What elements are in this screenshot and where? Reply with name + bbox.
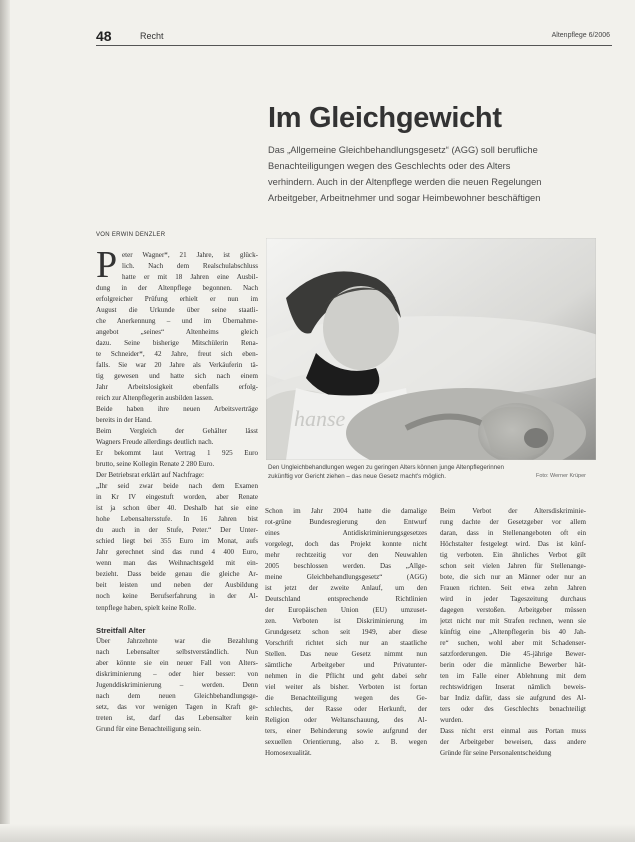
text-line: eines Antidiskriminierungsgesetzes (265, 529, 427, 538)
text-line: berin oder die männliche Bewerber hät- (440, 661, 586, 670)
text-line: satzforderungen. Die 45-jährige Bewer- (440, 650, 586, 659)
text-line: Gründe für seine Personalentscheidung (440, 749, 552, 758)
photo-caption (268, 464, 600, 481)
text-line: dagegen verstoßen. Arbeitgeber müssen (440, 606, 586, 615)
text-line: 2005 beschlossen werden. Das „Allge- (265, 562, 427, 571)
text-line: Stellen. Das neue Gesetz nimmt nun (265, 650, 427, 659)
text-column-3 (440, 506, 586, 759)
text-line: lich. Nach dem Realschulabschluss (122, 262, 258, 271)
text-line: rot-grüne Bundesregierung den Entwurf (265, 518, 427, 527)
byline: VON ERWIN DENZLER (96, 232, 166, 238)
text-column-2 (265, 506, 427, 759)
text-line: wird in jeder Tageszeitung durchaus (440, 595, 586, 604)
text-line: bote, die sich nur an Männer oder nur an (440, 573, 586, 582)
caption-line: Den Ungleichbehandlungen wegen zu geringen Alters können junge Altenpflegerinnen (268, 464, 504, 471)
scan-edge-shadow (0, 0, 10, 842)
svg-text:hanse: hanse (294, 406, 346, 431)
text-line: Beim Vergleich der Gehälter lässt (96, 427, 258, 436)
text-line: tenpflege haben, spielt keine Rolle. (96, 603, 197, 612)
text-line: bar Indiz dafür, dass sie aufgrund des Al- (440, 694, 586, 703)
text-line: brutto, seine Kollegin Renate 2 280 Euro. (96, 460, 215, 469)
text-line: zen. Verboten ist Diskriminierung im (265, 617, 427, 626)
text-line: diskriminierung – oder hier besser: von (96, 669, 258, 678)
text-line: in Kr IV eingestuft worden, aber Renate (96, 493, 258, 502)
text-line: Wagners Freude allerdings deutlich nach. (96, 438, 214, 447)
page-header (96, 28, 616, 44)
text-line: Beim Verbot der Altersdiskriminie- (440, 507, 586, 515)
text-line: eter Wagner*, 21 Jahre, ist glück- (122, 251, 258, 259)
text-line: Höchstalter festgelegt wird. Das ist künf- (440, 540, 586, 549)
text-line: Deutschland entsprechende Richtlinien (265, 595, 427, 604)
text-line: schied liegt bei 355 Euro im Monat, aufs (96, 537, 258, 546)
header-divider (96, 45, 612, 46)
text-line: schon seit vielen Jahren für Stellenange- (440, 562, 586, 571)
lead-line: Benachteiligungen wegen des Geschlechts oder des Alters (268, 161, 511, 171)
text-line: mehr rechtzeitig vor den Neuwahlen (265, 551, 427, 560)
photo-caregiver-with-elderly-man (266, 238, 596, 460)
text-line: ist ja schon über 40. Deshalb hat sie eine (96, 504, 258, 513)
text-line: ters oder des Geschlechts benachteiligt (440, 705, 586, 714)
text-line: tig gewesen und hatte sich nach einem (96, 372, 258, 381)
text-line: der Europäischen Union (EU) umzuset- (265, 606, 427, 615)
text-line: daran, dass in Stellenangeboten oft ein (440, 529, 586, 538)
text-line: nehmen in die Pflicht und geht dabei sehr (265, 672, 427, 681)
lead-line: verhindern. Auch in der Altenpflege werden die neuen Regelungen (268, 177, 542, 187)
text-line: Jahr gerechnet sind das rund 4 400 Euro, (96, 548, 258, 557)
lead-line: Das „Allgemeine Gleichbehandlungsgesetz“ (AGG) soll berufliche (268, 145, 538, 155)
text-line: Er bekommt laut Vertrag 1 925 Euro (96, 449, 258, 458)
text-line: Jugenddiskriminierung – werden. Denn (96, 680, 258, 689)
text-line: Vorschrift richtet sich nur an staatliche (265, 639, 427, 648)
text-line: sämtliche Arbeitgeber und Privatunter- (265, 661, 427, 670)
article-lead (268, 142, 608, 206)
text-line: nach dem neuen Gleichbehandlungsge- (96, 691, 258, 700)
text-line: te Schneider*, 42 Jahre, freut sich eben- (96, 350, 258, 359)
text-line: wurden. (440, 716, 464, 725)
text-line: che Anerkennung – und im Übernahme- (96, 317, 258, 326)
text-line: bezieht. Dass beide genau die gleiche Ar- (96, 570, 258, 579)
text-column-1 (96, 250, 258, 735)
text-line: re“ suchen, wohl aber mit Schadenser- (440, 639, 586, 648)
text-line: Beide haben ihre neuen Arbeitsverträge (96, 405, 258, 414)
text-line: Der Betriebsrat erklärt auf Nachfrage: (96, 471, 204, 480)
text-line: nach Lebensalter selbstverständlich. Nun (96, 647, 258, 656)
text-line: rechtswidrigen Inserat nämlich beweis- (440, 683, 586, 692)
caption-line: zukünftig vor Gericht ziehen – das neue Gesetz macht's möglich. (268, 472, 446, 480)
text-line: „Ihr seid zwar beide nach dem Examen (96, 482, 258, 491)
text-line: künftig eine „Altenpflegerin bis 40 Jah- (440, 628, 586, 637)
text-line: August die Urkunde über seine staatli- (96, 306, 258, 315)
text-line: bereits in der Hand. (96, 416, 152, 425)
text-line: angebot „seines“ Altenheims gleich (96, 328, 258, 337)
text-line: falls. Sie war 20 Jahre als Verkäuferin tä- (96, 361, 258, 370)
text-line: wenn man das Weihnachtsgeld mit ein- (96, 559, 258, 568)
drop-cap: P (96, 244, 118, 286)
text-line: setz, das vor wenigen Tagen in Kraft ge- (96, 702, 258, 711)
text-line: tig verboten. Ein ähnliches Verbot gilt (440, 551, 586, 560)
text-line: schlechts, der Rasse oder Herkunft, der (265, 705, 427, 714)
text-line: ist jetzt der zweite Anlauf, um den (265, 584, 427, 593)
text-line: ten im Falle einer Ablehnung mit dem (440, 672, 586, 681)
text-line: erfolgreicher Prüfung erhielt er nun im (96, 295, 258, 304)
text-line: reich zur Altenpflegerin ausbilden lassen. (96, 394, 214, 403)
text-line: rung dachte der Gesetzgeber vor allem (440, 518, 586, 527)
text-line (96, 614, 258, 625)
text-line: Religion oder Weltanschauung, des Al- (265, 716, 427, 725)
issue-label: Altenpflege 6/2006 (551, 32, 610, 39)
scan-bottom-shadow (0, 824, 635, 842)
text-line: hohe Lebensaltersstufe. In 16 Jahren bist (96, 515, 258, 524)
text-line: der Arbeitgeber beweisen, dass andere (440, 738, 586, 747)
article-title: Im Gleichgewicht (268, 102, 502, 134)
section-label: Recht (140, 31, 164, 41)
text-line: Schon im Jahr 2004 hatte die damalige (265, 507, 427, 515)
text-line: vorgelegt, doch das Projekt konnte nicht (265, 540, 427, 549)
text-line: Über Jahrzehnte war die Bezahlung (96, 636, 258, 645)
text-line: dung in der Altenpflege begonnen. Nach (96, 284, 258, 293)
subheading: Streitfall Alter (96, 625, 146, 635)
text-line: dazu. Seine bisherige Mitschülerin Rena- (96, 339, 258, 348)
text-line: meine Gleichbehandlungsgesetz“ (AGG) (265, 573, 427, 582)
text-line: ters, einer Behinderung sowie aufgrund der (265, 727, 427, 736)
text-line: die Benachteiligung wegen des Ge- (265, 694, 427, 703)
text-line: Jahr Arbeitslosigkeit ebenfalls erfolg- (96, 383, 258, 392)
text-line: Dass nicht erst einmal aus Portan muss (440, 727, 586, 736)
text-line: du auch in der Stufe, Peter.“ Der Unter- (96, 526, 258, 535)
text-line: beit leisten und neben der Ausbildung (96, 581, 258, 590)
text-line: noch keine Berufserfahrung in der Al- (96, 592, 258, 601)
text-line: hatte er mit 18 Jahren eine Ausbil- (122, 273, 258, 282)
photo-credit: Foto: Werner Krüper (535, 473, 586, 479)
lead-line: Arbeitgeber, Arbeitnehmer und sogar Heimbewohner beschäftigen (268, 193, 541, 203)
text-line: aber könnte sie ein neuer Fall von Alters- (96, 658, 258, 667)
page-number: 48 (96, 28, 112, 44)
text-line: Frauen richten. Seit etwa zehn Jahren (440, 584, 586, 593)
text-line: sexuellen Orientierung, also z. B. wegen (265, 738, 427, 747)
text-line: viel weiter als bisher. Verboten ist fortan (265, 683, 427, 692)
text-line: Homosexualität. (265, 749, 312, 758)
text-line: Grundgesetz schon seit 1949, aber diese (265, 628, 427, 637)
article-photo (266, 238, 596, 460)
text-line: jetzt nicht nur mit Strafen rechnen, wenn sie (440, 617, 586, 626)
text-line: treten ist, darf das Lebensalter kein (96, 713, 258, 722)
text-line: Grund für eine Benachteiligung sein. (96, 724, 201, 733)
